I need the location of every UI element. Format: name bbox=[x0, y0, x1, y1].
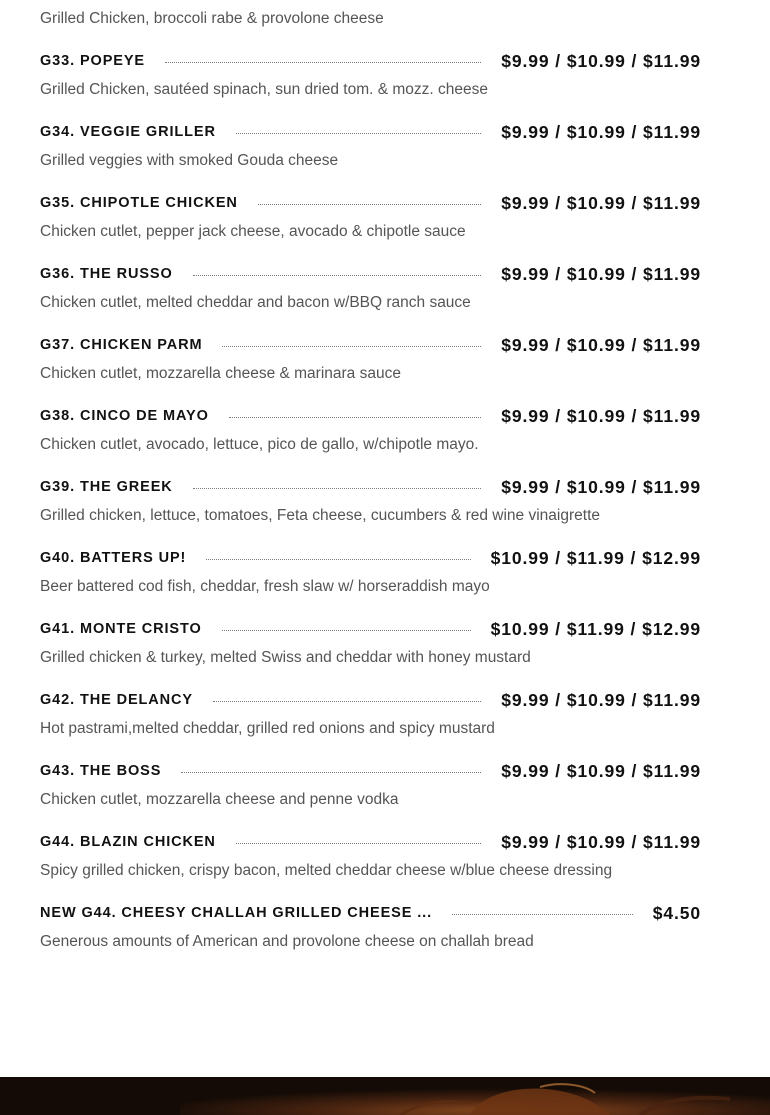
menu-item-price: $10.99 / $11.99 / $12.99 bbox=[490, 618, 701, 639]
menu-item-header bbox=[40, 44, 701, 78]
menu-item-name: G41. MONTE CRISTO bbox=[40, 621, 202, 637]
menu-item-name: G40. BATTERS UP! bbox=[40, 550, 187, 566]
menu-item bbox=[40, 612, 701, 683]
menu-item bbox=[40, 896, 701, 967]
menu-item bbox=[40, 825, 701, 896]
menu-item-description: Chicken cutlet, pepper jack cheese, avocado & chipotle sauce bbox=[40, 223, 466, 240]
menu-item-name: G33. POPEYE bbox=[40, 53, 145, 69]
dotted-leader bbox=[206, 559, 470, 560]
menu-item-description: Chicken cutlet, avocado, lettuce, pico de gallo, w/chipotle mayo. bbox=[40, 436, 479, 453]
menu-item bbox=[40, 44, 701, 115]
menu-item bbox=[40, 541, 701, 612]
menu-item-header bbox=[40, 754, 701, 788]
menu-item-description: Hot pastrami,melted cheddar, grilled red onions and spicy mustard bbox=[40, 720, 495, 737]
menu-item-header bbox=[40, 896, 701, 930]
dotted-leader bbox=[193, 275, 482, 276]
menu-item-header bbox=[40, 683, 701, 717]
food-photo-icon bbox=[0, 1077, 770, 1115]
menu-item-header bbox=[40, 186, 701, 220]
dotted-leader bbox=[165, 62, 481, 63]
menu-item-price: $9.99 / $10.99 / $11.99 bbox=[501, 263, 701, 284]
menu-item-price: $10.99 / $11.99 / $12.99 bbox=[490, 547, 701, 568]
menu-item-price: $9.99 / $10.99 / $11.99 bbox=[501, 405, 701, 426]
menu-item-description: Spicy grilled chicken, crispy bacon, melted cheddar cheese w/blue cheese dressing bbox=[40, 862, 613, 879]
menu-item-description: Grilled veggies with smoked Gouda cheese bbox=[40, 152, 339, 169]
menu-item-name: G38. CINCO DE MAYO bbox=[40, 408, 209, 424]
menu-item-description: Grilled chicken & turkey, melted Swiss and cheddar with honey mustard bbox=[40, 649, 531, 666]
dotted-leader bbox=[229, 417, 481, 418]
menu-item-header bbox=[40, 328, 701, 362]
dotted-leader bbox=[213, 701, 481, 702]
dotted-leader bbox=[236, 843, 481, 844]
menu-item-header bbox=[40, 825, 701, 859]
menu-item-name: G35. CHIPOTLE CHICKEN bbox=[40, 195, 238, 211]
menu-item-price: $9.99 / $10.99 / $11.99 bbox=[501, 121, 701, 142]
menu-item bbox=[40, 399, 701, 470]
menu-item bbox=[40, 683, 701, 754]
menu-item bbox=[40, 186, 701, 257]
menu-item-name: G37. CHICKEN PARM bbox=[40, 337, 203, 353]
menu-item-header bbox=[40, 0, 701, 7]
menu-item-price: $9.99 / $10.99 / $11.99 bbox=[501, 689, 701, 710]
menu-item-name: G44. BLAZIN CHICKEN bbox=[40, 834, 216, 850]
dotted-leader bbox=[452, 914, 633, 915]
menu-item bbox=[40, 470, 701, 541]
menu-item-description: Chicken cutlet, melted cheddar and bacon w/BBQ ranch sauce bbox=[40, 294, 471, 311]
menu-item-price: $9.99 / $10.99 / $11.99 bbox=[501, 334, 701, 355]
menu-item-header bbox=[40, 612, 701, 646]
menu-item-header bbox=[40, 541, 701, 575]
menu-item-header bbox=[40, 257, 701, 291]
menu-item bbox=[40, 754, 701, 825]
dotted-leader bbox=[222, 346, 481, 347]
menu-item-price: $9.99 / $10.99 / $11.99 bbox=[501, 831, 701, 852]
menu-item-description: Beer battered cod fish, cheddar, fresh slaw w/ horseraddish mayo bbox=[40, 578, 490, 595]
menu-item bbox=[40, 328, 701, 399]
menu-item bbox=[40, 115, 701, 186]
menu-item-name: NEW G44. CHEESY CHALLAH GRILLED CHEESE ... bbox=[40, 905, 433, 921]
menu-item-name: G36. THE RUSSO bbox=[40, 266, 173, 282]
menu-item-description: Grilled Chicken, broccoli rabe & provolone cheese bbox=[40, 10, 384, 27]
dotted-leader bbox=[181, 772, 481, 773]
menu-item-name: G43. THE BOSS bbox=[40, 763, 162, 779]
menu-item-price: $9.99 / $10.99 / $11.99 bbox=[501, 50, 701, 71]
menu-item-description: Generous amounts of American and provolone cheese on challah bread bbox=[40, 933, 534, 950]
menu-item-description: Chicken cutlet, mozzarella cheese & marinara sauce bbox=[40, 365, 401, 382]
menu-item-description: Grilled Chicken, sautéed spinach, sun dried tom. & mozz. cheese bbox=[40, 81, 489, 98]
menu-item-price bbox=[501, 0, 701, 1]
menu-item-list bbox=[40, 0, 701, 967]
menu-item-header bbox=[40, 399, 701, 433]
menu-item-header bbox=[40, 470, 701, 504]
menu-item-price: $9.99 / $10.99 / $11.99 bbox=[501, 760, 701, 781]
menu-item-description: Chicken cutlet, mozzarella cheese and penne vodka bbox=[40, 791, 399, 808]
menu-item-name: G42. THE DELANCY bbox=[40, 692, 193, 708]
menu-item-description: Grilled chicken, lettuce, tomatoes, Feta cheese, cucumbers & red wine vinaigrette bbox=[40, 507, 600, 524]
dotted-leader bbox=[193, 488, 482, 489]
menu-item-header bbox=[40, 115, 701, 149]
dotted-leader bbox=[222, 630, 471, 631]
menu-item-name: G34. VEGGIE GRILLER bbox=[40, 124, 216, 140]
dotted-leader bbox=[236, 133, 481, 134]
menu-item-price: $9.99 / $10.99 / $11.99 bbox=[501, 192, 701, 213]
menu-item-price: $9.99 / $10.99 / $11.99 bbox=[501, 476, 701, 497]
dotted-leader bbox=[258, 204, 481, 205]
food-photo-banner bbox=[0, 1077, 770, 1115]
menu-item bbox=[40, 257, 701, 328]
menu-item-name: G39. THE GREEK bbox=[40, 479, 173, 495]
menu-item bbox=[40, 0, 701, 44]
menu-item-price: $4.50 bbox=[652, 902, 701, 923]
